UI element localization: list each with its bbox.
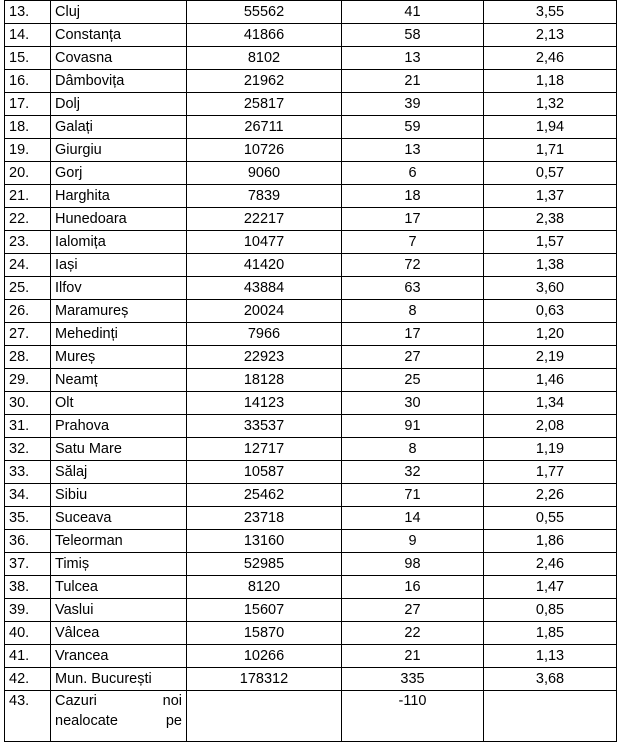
new-cases: 27 xyxy=(342,346,484,369)
table-row xyxy=(5,185,617,208)
total-cases: 178312 xyxy=(187,668,342,691)
row-index: 32. xyxy=(5,438,51,461)
new-cases: 335 xyxy=(342,668,484,691)
county-name-word: Cazuri xyxy=(55,693,97,709)
table-row xyxy=(5,530,617,553)
total-cases: 25817 xyxy=(187,93,342,116)
new-cases: 59 xyxy=(342,116,484,139)
incidence-rate: 0,57 xyxy=(484,162,617,185)
row-index: 27. xyxy=(5,323,51,346)
row-index: 42. xyxy=(5,668,51,691)
cases-by-county-table xyxy=(4,0,617,742)
county-name-word: pe xyxy=(165,713,182,729)
new-cases: -110 xyxy=(342,691,484,742)
table-row xyxy=(5,553,617,576)
total-cases: 14123 xyxy=(187,392,342,415)
incidence-rate: 3,55 xyxy=(484,1,617,24)
table-row xyxy=(5,507,617,530)
total-cases: 7966 xyxy=(187,323,342,346)
county-name-word: noi xyxy=(162,693,182,709)
new-cases: 21 xyxy=(342,70,484,93)
total-cases: 15607 xyxy=(187,599,342,622)
county-name: Maramureș xyxy=(51,300,187,323)
incidence-rate: 0,63 xyxy=(484,300,617,323)
total-cases: 41420 xyxy=(187,254,342,277)
new-cases: 13 xyxy=(342,47,484,70)
table-row-unallocated xyxy=(5,691,617,742)
county-name: Ialomița xyxy=(51,231,187,254)
row-index: 30. xyxy=(5,392,51,415)
row-index: 39. xyxy=(5,599,51,622)
county-name-word: nealocate xyxy=(55,713,118,729)
county-name: Dâmbovița xyxy=(51,70,187,93)
table-row xyxy=(5,208,617,231)
table-row xyxy=(5,70,617,93)
county-name: Iași xyxy=(51,254,187,277)
incidence-rate: 1,86 xyxy=(484,530,617,553)
new-cases: 30 xyxy=(342,392,484,415)
incidence-rate: 2,46 xyxy=(484,553,617,576)
total-cases: 8102 xyxy=(187,47,342,70)
total-cases: 10726 xyxy=(187,139,342,162)
row-index: 21. xyxy=(5,185,51,208)
new-cases: 32 xyxy=(342,461,484,484)
total-cases: 15870 xyxy=(187,622,342,645)
incidence-rate: 2,13 xyxy=(484,24,617,47)
new-cases: 27 xyxy=(342,599,484,622)
new-cases: 9 xyxy=(342,530,484,553)
county-name: Vaslui xyxy=(51,599,187,622)
total-cases: 21962 xyxy=(187,70,342,93)
incidence-rate: 1,47 xyxy=(484,576,617,599)
row-index: 19. xyxy=(5,139,51,162)
total-cases: 7839 xyxy=(187,185,342,208)
total-cases: 10477 xyxy=(187,231,342,254)
table-row xyxy=(5,668,617,691)
county-name: Mehedinți xyxy=(51,323,187,346)
row-index: 26. xyxy=(5,300,51,323)
incidence-rate: 1,19 xyxy=(484,438,617,461)
incidence-rate: 1,71 xyxy=(484,139,617,162)
new-cases: 22 xyxy=(342,622,484,645)
new-cases: 98 xyxy=(342,553,484,576)
incidence-rate: 1,38 xyxy=(484,254,617,277)
table-row xyxy=(5,254,617,277)
table-row xyxy=(5,277,617,300)
row-index: 22. xyxy=(5,208,51,231)
row-index: 38. xyxy=(5,576,51,599)
table-row xyxy=(5,300,617,323)
incidence-rate: 1,46 xyxy=(484,369,617,392)
total-cases xyxy=(187,691,342,742)
county-name: Mureș xyxy=(51,346,187,369)
county-name: Olt xyxy=(51,392,187,415)
row-index: 24. xyxy=(5,254,51,277)
table-row xyxy=(5,576,617,599)
new-cases: 17 xyxy=(342,323,484,346)
total-cases: 25462 xyxy=(187,484,342,507)
row-index: 16. xyxy=(5,70,51,93)
county-name: Sălaj xyxy=(51,461,187,484)
new-cases: 13 xyxy=(342,139,484,162)
county-name: Mun. București xyxy=(51,668,187,691)
table-row xyxy=(5,484,617,507)
new-cases: 8 xyxy=(342,300,484,323)
total-cases: 22923 xyxy=(187,346,342,369)
county-name: Ilfov xyxy=(51,277,187,300)
total-cases: 20024 xyxy=(187,300,342,323)
total-cases: 52985 xyxy=(187,553,342,576)
county-name: Vrancea xyxy=(51,645,187,668)
county-name-line-1 xyxy=(55,691,182,711)
new-cases: 25 xyxy=(342,369,484,392)
total-cases: 10266 xyxy=(187,645,342,668)
incidence-rate: 2,46 xyxy=(484,47,617,70)
new-cases: 7 xyxy=(342,231,484,254)
row-index: 17. xyxy=(5,93,51,116)
row-index: 34. xyxy=(5,484,51,507)
total-cases: 23718 xyxy=(187,507,342,530)
row-index: 20. xyxy=(5,162,51,185)
table-row xyxy=(5,139,617,162)
table-row xyxy=(5,599,617,622)
county-name: Neamț xyxy=(51,369,187,392)
row-index: 41. xyxy=(5,645,51,668)
county-name: Vâlcea xyxy=(51,622,187,645)
table-row xyxy=(5,392,617,415)
incidence-rate: 1,37 xyxy=(484,185,617,208)
new-cases: 18 xyxy=(342,185,484,208)
incidence-rate: 1,77 xyxy=(484,461,617,484)
incidence-rate: 1,18 xyxy=(484,70,617,93)
table-row xyxy=(5,346,617,369)
new-cases: 41 xyxy=(342,1,484,24)
new-cases: 8 xyxy=(342,438,484,461)
total-cases: 22217 xyxy=(187,208,342,231)
new-cases: 63 xyxy=(342,277,484,300)
table-row xyxy=(5,323,617,346)
table-row xyxy=(5,231,617,254)
row-index: 37. xyxy=(5,553,51,576)
row-index: 43. xyxy=(5,691,51,742)
incidence-rate: 2,26 xyxy=(484,484,617,507)
incidence-rate: 2,08 xyxy=(484,415,617,438)
new-cases: 72 xyxy=(342,254,484,277)
new-cases: 58 xyxy=(342,24,484,47)
county-name xyxy=(51,691,187,742)
total-cases: 12717 xyxy=(187,438,342,461)
county-name: Dolj xyxy=(51,93,187,116)
row-index: 33. xyxy=(5,461,51,484)
row-index: 25. xyxy=(5,277,51,300)
table-row xyxy=(5,461,617,484)
row-index: 36. xyxy=(5,530,51,553)
total-cases: 18128 xyxy=(187,369,342,392)
incidence-rate xyxy=(484,691,617,742)
county-name: Harghita xyxy=(51,185,187,208)
total-cases: 26711 xyxy=(187,116,342,139)
new-cases: 14 xyxy=(342,507,484,530)
incidence-rate: 1,20 xyxy=(484,323,617,346)
table-row xyxy=(5,645,617,668)
new-cases: 91 xyxy=(342,415,484,438)
total-cases: 55562 xyxy=(187,1,342,24)
county-name: Sibiu xyxy=(51,484,187,507)
table-row xyxy=(5,622,617,645)
row-index: 14. xyxy=(5,24,51,47)
new-cases: 17 xyxy=(342,208,484,231)
new-cases: 16 xyxy=(342,576,484,599)
table-row xyxy=(5,162,617,185)
total-cases: 9060 xyxy=(187,162,342,185)
incidence-rate: 2,38 xyxy=(484,208,617,231)
table-row xyxy=(5,438,617,461)
total-cases: 33537 xyxy=(187,415,342,438)
row-index: 40. xyxy=(5,622,51,645)
county-name: Timiș xyxy=(51,553,187,576)
row-index: 23. xyxy=(5,231,51,254)
row-index: 15. xyxy=(5,47,51,70)
total-cases: 43884 xyxy=(187,277,342,300)
county-name: Teleorman xyxy=(51,530,187,553)
county-name: Tulcea xyxy=(51,576,187,599)
new-cases: 6 xyxy=(342,162,484,185)
row-index: 31. xyxy=(5,415,51,438)
county-name: Hunedoara xyxy=(51,208,187,231)
incidence-rate: 1,94 xyxy=(484,116,617,139)
county-name: Giurgiu xyxy=(51,139,187,162)
county-name: Constanța xyxy=(51,24,187,47)
new-cases: 39 xyxy=(342,93,484,116)
new-cases: 21 xyxy=(342,645,484,668)
incidence-rate: 3,60 xyxy=(484,277,617,300)
incidence-rate: 1,34 xyxy=(484,392,617,415)
county-name: Suceava xyxy=(51,507,187,530)
total-cases: 8120 xyxy=(187,576,342,599)
table-row xyxy=(5,369,617,392)
county-name: Satu Mare xyxy=(51,438,187,461)
row-index: 35. xyxy=(5,507,51,530)
cases-table-container xyxy=(4,0,616,742)
total-cases: 13160 xyxy=(187,530,342,553)
county-name: Cluj xyxy=(51,1,187,24)
county-name: Covasna xyxy=(51,47,187,70)
county-name: Gorj xyxy=(51,162,187,185)
total-cases: 10587 xyxy=(187,461,342,484)
table-row xyxy=(5,1,617,24)
incidence-rate: 1,85 xyxy=(484,622,617,645)
new-cases: 71 xyxy=(342,484,484,507)
table-row xyxy=(5,116,617,139)
county-name-line-2 xyxy=(55,711,182,731)
row-index: 13. xyxy=(5,1,51,24)
county-name: Prahova xyxy=(51,415,187,438)
table-row xyxy=(5,24,617,47)
incidence-rate: 3,68 xyxy=(484,668,617,691)
row-index: 29. xyxy=(5,369,51,392)
table-row xyxy=(5,415,617,438)
table-row xyxy=(5,47,617,70)
row-index: 28. xyxy=(5,346,51,369)
incidence-rate: 2,19 xyxy=(484,346,617,369)
incidence-rate: 0,55 xyxy=(484,507,617,530)
table-row xyxy=(5,93,617,116)
incidence-rate: 1,13 xyxy=(484,645,617,668)
county-name: Galați xyxy=(51,116,187,139)
incidence-rate: 1,57 xyxy=(484,231,617,254)
incidence-rate: 0,85 xyxy=(484,599,617,622)
total-cases: 41866 xyxy=(187,24,342,47)
table-body xyxy=(5,1,617,742)
incidence-rate: 1,32 xyxy=(484,93,617,116)
row-index: 18. xyxy=(5,116,51,139)
